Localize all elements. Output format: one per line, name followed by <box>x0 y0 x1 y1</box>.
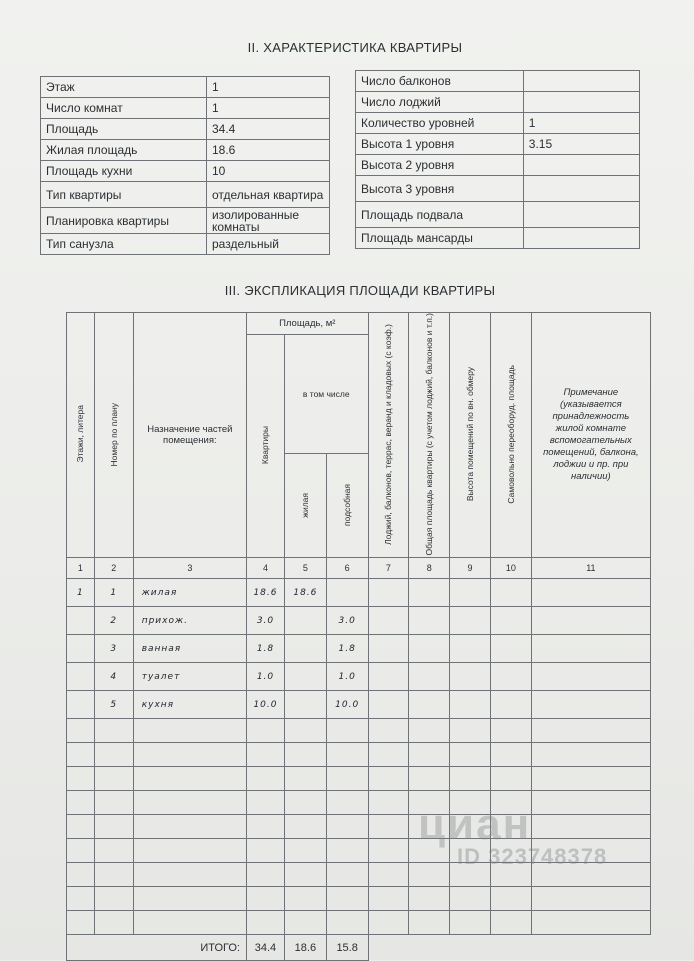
column-number: 9 <box>450 558 491 579</box>
characteristic-row <box>41 161 330 182</box>
characteristics-table-left <box>40 76 330 255</box>
empty-cell <box>133 839 246 863</box>
cell-name: кухня <box>133 691 246 719</box>
characteristic-value <box>523 228 639 249</box>
empty-cell <box>94 815 133 839</box>
empty-cell <box>409 607 450 635</box>
cell-living <box>285 691 327 719</box>
cell-living <box>285 635 327 663</box>
empty-cell <box>326 839 368 863</box>
cell-floor: 1 <box>67 579 95 607</box>
empty-cell <box>450 607 491 635</box>
empty-row <box>67 791 651 815</box>
empty-cell <box>246 839 284 863</box>
empty-cell <box>285 791 327 815</box>
column-number: 5 <box>285 558 327 579</box>
empty-cell <box>490 663 531 691</box>
col-room-header: Квартиры <box>246 335 284 558</box>
characteristic-label: Число балконов <box>356 71 524 92</box>
characteristic-label: Число лоджий <box>356 92 524 113</box>
empty-cell <box>368 743 409 767</box>
column-number: 1 <box>67 558 95 579</box>
empty-cell <box>409 579 450 607</box>
section2-title: II. ХАРАКТЕРИСТИКА КВАРТИРЫ <box>247 40 463 55</box>
empty-cell <box>368 815 409 839</box>
empty-cell <box>368 791 409 815</box>
empty-cell <box>285 911 327 935</box>
empty-cell <box>94 863 133 887</box>
characteristic-label: Площадь кухни <box>41 161 207 182</box>
characteristic-row <box>356 71 640 92</box>
empty-cell <box>326 815 368 839</box>
cell-no: 4 <box>94 663 133 691</box>
characteristic-value <box>523 92 639 113</box>
characteristic-value <box>523 176 639 202</box>
empty-cell <box>285 743 327 767</box>
empty-cell <box>531 791 650 815</box>
characteristic-row <box>356 176 640 202</box>
empty-cell <box>133 743 246 767</box>
empty-cell <box>133 911 246 935</box>
empty-cell <box>133 863 246 887</box>
empty-cell <box>285 815 327 839</box>
empty-cell <box>67 911 95 935</box>
empty-cell <box>531 719 650 743</box>
empty-cell <box>246 887 284 911</box>
empty-cell <box>531 607 650 635</box>
empty-row <box>67 743 651 767</box>
empty-cell <box>368 691 409 719</box>
characteristic-label: Этаж <box>41 77 207 98</box>
empty-cell <box>409 887 450 911</box>
empty-cell <box>531 663 650 691</box>
cell-aux <box>326 579 368 607</box>
characteristic-label: Тип санузла <box>41 234 207 255</box>
empty-cell <box>246 743 284 767</box>
characteristic-value: 10 <box>207 161 330 182</box>
column-number: 8 <box>409 558 450 579</box>
cell-floor <box>67 607 95 635</box>
col-area-header: Площадь, м² <box>246 313 368 335</box>
empty-cell <box>531 579 650 607</box>
column-number: 11 <box>531 558 650 579</box>
empty-cell <box>326 887 368 911</box>
characteristic-value: 1 <box>207 98 330 119</box>
cell-floor <box>67 663 95 691</box>
characteristic-row <box>41 77 330 98</box>
characteristic-row <box>41 98 330 119</box>
characteristic-label: Высота 3 уровня <box>356 176 524 202</box>
empty-cell <box>490 743 531 767</box>
characteristic-row <box>41 140 330 161</box>
empty-cell <box>409 635 450 663</box>
characteristics-table-right <box>355 70 640 249</box>
cian-watermark: циан <box>418 800 532 849</box>
empty-cell <box>133 791 246 815</box>
empty-cell <box>450 635 491 663</box>
cell-area: 1.0 <box>246 663 284 691</box>
characteristic-row <box>356 134 640 155</box>
characteristic-label: Количество уровней <box>356 113 524 134</box>
empty-cell <box>409 743 450 767</box>
cell-floor <box>67 635 95 663</box>
empty-cell <box>368 607 409 635</box>
empty-cell <box>94 887 133 911</box>
empty-cell <box>246 791 284 815</box>
empty-cell <box>531 887 650 911</box>
col-total-header: Общая площадь квартиры (с учетом лоджий, балконов и т.п.) <box>409 313 450 558</box>
empty-cell <box>490 887 531 911</box>
empty-cell <box>531 743 650 767</box>
empty-cell <box>368 719 409 743</box>
characteristic-row <box>356 228 640 249</box>
empty-cell <box>246 719 284 743</box>
empty-cell <box>285 887 327 911</box>
empty-cell <box>450 743 491 767</box>
col-incl-header: в том числе <box>285 335 369 454</box>
cell-aux: 1.8 <box>326 635 368 663</box>
empty-cell <box>531 815 650 839</box>
characteristic-label: Число комнат <box>41 98 207 119</box>
empty-cell <box>246 767 284 791</box>
empty-cell <box>246 863 284 887</box>
empty-cell <box>368 887 409 911</box>
empty-cell <box>531 911 650 935</box>
characteristic-row <box>41 182 330 208</box>
empty-cell <box>490 635 531 663</box>
characteristic-value: 34.4 <box>207 119 330 140</box>
characteristic-label: Площадь <box>41 119 207 140</box>
empty-cell <box>94 911 133 935</box>
total-label: ИТОГО: <box>67 935 247 961</box>
characteristic-value: 1 <box>207 77 330 98</box>
cell-living: 18.6 <box>285 579 327 607</box>
empty-cell <box>450 767 491 791</box>
empty-cell <box>94 791 133 815</box>
characteristic-row <box>356 92 640 113</box>
characteristic-row <box>41 208 330 234</box>
empty-cell <box>67 839 95 863</box>
cell-floor <box>67 691 95 719</box>
total-aux: 15.8 <box>326 935 368 961</box>
col-planno-header: Номер по плану <box>94 313 133 558</box>
empty-cell <box>450 887 491 911</box>
characteristic-label: Площадь подвала <box>356 202 524 228</box>
col-height-header: Высота помещений по вн. обмеру <box>450 313 491 558</box>
table-row <box>67 635 651 663</box>
column-number: 10 <box>490 558 531 579</box>
table-row <box>67 691 651 719</box>
empty-cell <box>133 815 246 839</box>
column-number: 3 <box>133 558 246 579</box>
empty-cell <box>285 863 327 887</box>
empty-cell <box>67 743 95 767</box>
cell-name: прихож. <box>133 607 246 635</box>
column-number: 2 <box>94 558 133 579</box>
cell-area: 10.0 <box>246 691 284 719</box>
total-area: 34.4 <box>246 935 284 961</box>
empty-cell <box>94 839 133 863</box>
section3-title: III. ЭКСПЛИКАЦИЯ ПЛОЩАДИ КВАРТИРЫ <box>224 283 496 298</box>
empty-cell <box>67 719 95 743</box>
characteristic-value <box>523 71 639 92</box>
characteristic-value: 18.6 <box>207 140 330 161</box>
characteristic-value: изолированные комнаты <box>207 208 330 234</box>
col-floor-header: Этажи, литера <box>67 313 95 558</box>
empty-cell <box>246 911 284 935</box>
cell-no: 5 <box>94 691 133 719</box>
col-aux-header: подсобная <box>326 454 368 558</box>
empty-cell <box>368 579 409 607</box>
characteristic-label: Планировка квартиры <box>41 208 207 234</box>
characteristic-value: 1 <box>523 113 639 134</box>
empty-cell <box>67 815 95 839</box>
empty-cell <box>409 911 450 935</box>
empty-cell <box>368 663 409 691</box>
empty-cell <box>368 935 650 961</box>
empty-cell <box>67 767 95 791</box>
cell-aux: 1.0 <box>326 663 368 691</box>
empty-cell <box>326 767 368 791</box>
empty-cell <box>133 767 246 791</box>
empty-row <box>67 719 651 743</box>
empty-cell <box>490 579 531 607</box>
empty-cell <box>368 635 409 663</box>
cell-area: 3.0 <box>246 607 284 635</box>
cell-area: 18.6 <box>246 579 284 607</box>
cell-name: туалет <box>133 663 246 691</box>
total-living: 18.6 <box>285 935 327 961</box>
cell-no: 1 <box>94 579 133 607</box>
empty-cell <box>450 663 491 691</box>
characteristic-row <box>41 234 330 255</box>
empty-cell <box>67 863 95 887</box>
cell-area: 1.8 <box>246 635 284 663</box>
listing-id-watermark: ID 323748378 <box>457 844 608 869</box>
col-note-header: Примечание (указывается принадлежность жилой комнате вспомогательных помещений, балкона, лоджии и пр. при наличии) <box>531 313 650 558</box>
empty-cell <box>531 691 650 719</box>
col-self-header: Самовольно переоборуд. площадь <box>490 313 531 558</box>
column-number: 4 <box>246 558 284 579</box>
table-row <box>67 579 651 607</box>
empty-cell <box>368 911 409 935</box>
table-row <box>67 607 651 635</box>
empty-cell <box>409 691 450 719</box>
col-living-header: жилая <box>285 454 327 558</box>
empty-cell <box>531 767 650 791</box>
column-number: 7 <box>368 558 409 579</box>
empty-cell <box>409 863 450 887</box>
empty-cell <box>531 635 650 663</box>
empty-cell <box>450 719 491 743</box>
empty-cell <box>326 743 368 767</box>
empty-cell <box>133 719 246 743</box>
empty-cell <box>409 663 450 691</box>
cell-living <box>285 607 327 635</box>
characteristic-label: Жилая площадь <box>41 140 207 161</box>
empty-cell <box>490 767 531 791</box>
characteristic-label: Тип квартиры <box>41 182 207 208</box>
empty-cell <box>450 691 491 719</box>
table-row <box>67 663 651 691</box>
empty-cell <box>490 607 531 635</box>
characteristic-value <box>523 202 639 228</box>
empty-cell <box>285 767 327 791</box>
empty-cell <box>94 719 133 743</box>
empty-cell <box>490 911 531 935</box>
column-number: 6 <box>326 558 368 579</box>
cell-living <box>285 663 327 691</box>
characteristic-label: Высота 1 уровня <box>356 134 524 155</box>
empty-cell <box>409 767 450 791</box>
total-row <box>67 935 651 961</box>
characteristic-value: 3.15 <box>523 134 639 155</box>
cell-name: жилая <box>133 579 246 607</box>
column-number-row <box>67 558 651 579</box>
empty-row <box>67 815 651 839</box>
empty-cell <box>94 743 133 767</box>
empty-cell <box>450 579 491 607</box>
empty-row <box>67 911 651 935</box>
empty-cell <box>368 767 409 791</box>
empty-cell <box>326 719 368 743</box>
col-loggia-header: Лоджий, балконов, террас, веранд и кладовых (с коэф.) <box>368 313 409 558</box>
characteristic-label: Высота 2 уровня <box>356 155 524 176</box>
empty-cell <box>94 767 133 791</box>
col-purpose-header: Назначение частей помещения: <box>133 313 246 558</box>
empty-cell <box>368 863 409 887</box>
characteristic-row <box>356 113 640 134</box>
empty-cell <box>326 911 368 935</box>
characteristic-row <box>41 119 330 140</box>
characteristic-row <box>356 202 640 228</box>
empty-cell <box>285 719 327 743</box>
empty-cell <box>490 719 531 743</box>
empty-cell <box>409 719 450 743</box>
cell-name: ванная <box>133 635 246 663</box>
characteristic-label: Площадь мансарды <box>356 228 524 249</box>
empty-cell <box>368 839 409 863</box>
empty-cell <box>133 887 246 911</box>
empty-cell <box>490 691 531 719</box>
empty-cell <box>450 911 491 935</box>
cell-aux: 10.0 <box>326 691 368 719</box>
cell-aux: 3.0 <box>326 607 368 635</box>
characteristic-value: раздельный <box>207 234 330 255</box>
characteristic-value <box>523 155 639 176</box>
cell-no: 2 <box>94 607 133 635</box>
empty-cell <box>285 839 327 863</box>
empty-cell <box>326 791 368 815</box>
characteristic-value: отдельная квартира <box>207 182 330 208</box>
empty-row <box>67 887 651 911</box>
empty-row <box>67 767 651 791</box>
empty-cell <box>67 887 95 911</box>
empty-cell <box>326 863 368 887</box>
empty-cell <box>246 815 284 839</box>
empty-cell <box>67 791 95 815</box>
characteristic-row <box>356 155 640 176</box>
cell-no: 3 <box>94 635 133 663</box>
